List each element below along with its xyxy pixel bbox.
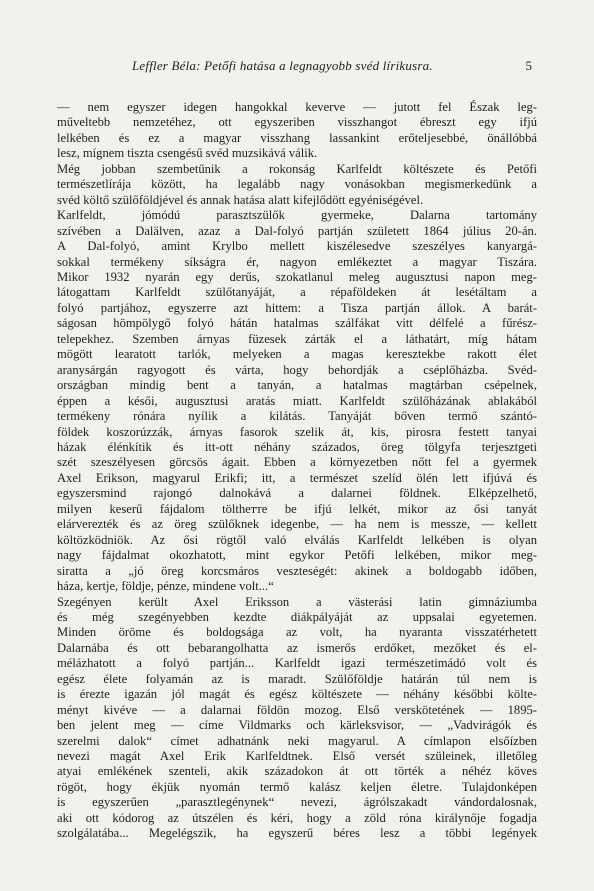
- text-line: aki ott kódorog az útszélen és kéri, hogy a zöld róna királynője fogadja: [57, 810, 537, 825]
- text-line: nevezi magát Axel Erik Karlfeldtnek. Első versét szüleinek, illetőleg: [57, 749, 537, 764]
- text-line: ményt kivéve — a dalarnai földön mozog. Első verskötetének — 1895-: [57, 702, 537, 717]
- page-number: 5: [525, 58, 532, 73]
- text-line: lesz, mígnem tiszta csengésű svéd muzsikává válik.: [57, 146, 318, 161]
- text-line: A Dal-folyó, amint Krylbo mellett kiszélesedve szeszélyes kanyargá-: [57, 239, 537, 254]
- text-line: aranysárgán ragyogott és várta, hogy behordják a cséplőházba. Svéd-: [57, 362, 537, 377]
- text-line: éppen a késői, augusztusi aratás miatt. Karlfeldt szülőházának ablakából: [57, 393, 537, 408]
- text-line: Axel Erikson, magyarul Erikfi; itt, a természet szelíd ölén lett ifjúvá és: [57, 470, 537, 485]
- text-line: egyszersmind rajongó dalnokává a dalarnei földnek. Elképzelhető,: [57, 486, 537, 501]
- body-text: [57, 100, 537, 842]
- text-line: szolgálatába... Megelégszik, ha egyszerű béres lesz a többi legények: [57, 826, 537, 841]
- text-line: szívében a Dalälven, azaz a Dal-folyó partján született 1864 július 20-án.: [57, 223, 537, 238]
- text-line: Még jobban szembetűnik a rokonság Karlfeldt költészete és Petőfi: [57, 161, 537, 176]
- text-line: elárverezték és az öreg szülőknek idegenbe, — ha nem is messze, — kellett: [57, 517, 537, 532]
- text-line: műveltebb nemzetéhez, ott egyszeriben visszhangot ébreszt egy ifjú: [57, 115, 537, 130]
- text-line: mögött learatott tarlók, melyeken a magas keresztekbe rakott élet: [57, 347, 537, 362]
- text-line: Karlfeldt, jómódú parasztszülők gyermeke, Dalarna tartomány: [57, 208, 537, 223]
- text-line: sokkal termékeny síkságra ér, nagyon emlékeztet a magyar Tiszára.: [57, 254, 537, 269]
- text-line: Dalarnába és ott bebarangolhatta az ismerős erdőket, mezőket és el-: [57, 640, 537, 655]
- text-line: szerelmi dalok“ címet adhatnánk neki magyarul. A címlapon elsőízben: [57, 733, 537, 748]
- text-line: ságosan hömpölygő folyó hátán hatalmas szálfákat vitt délfelé a fűrész-: [57, 316, 537, 331]
- text-line: is egyszerűen „parasztlegénynek“ nevezi, ágrólszakadt vándordalosnak,: [57, 795, 537, 810]
- text-line: költözködniök. Az ősi rögtől való elválás Karlfeldt lelkében is olyan: [57, 532, 537, 547]
- page-header: [62, 58, 532, 76]
- text-line: nagy fájdalmat okozhatott, mint egykor Petőfi lelkében, mikor meg-: [57, 548, 537, 563]
- text-line: termékeny rónára nyílik a kilátás. Tanyáját bőven termő szántó-: [57, 409, 537, 424]
- text-line: egész élete folyamán az is maradt. Szülőföldje határán túl nem is: [57, 671, 537, 686]
- text-line: háza, kertje, földje, pénze, mindene volt...“: [57, 579, 274, 594]
- text-line: telepekhez. Szemben árnyas füzesek zárták el a láthatárt, míg hátam: [57, 331, 537, 346]
- text-line: siratta a „jó öreg korcsmáros veszteségét: akinek a boldogabb időben,: [57, 563, 537, 578]
- text-line: ben jelent meg — címe Vildmarks och kärleksvisor, — „Vadvirágók és: [57, 718, 537, 733]
- running-head: Leffler Béla: Petőfi hatása a legnagyobb svéd lírikusra.: [132, 58, 433, 73]
- text-line: milyen keserű fájdalom töltheтте be ifjú lelkét, mikor az ősi tanyát: [57, 501, 537, 516]
- text-line: országban mindig bent a tanyán, a hatalmas magtárban csépelnek,: [57, 378, 537, 393]
- text-line: rögöt, hogy ékjük nyomán termő kalász keljen életre. Tulajdonképen: [57, 779, 537, 794]
- text-line: és még szegényebben kezdte diákpályáját az uppsalai egyetemen.: [57, 609, 537, 624]
- text-line: Minden öröme és boldogsága az volt, ha nyaranta visszatérhetett: [57, 625, 537, 640]
- text-line: földek koszorúzzák, árnyas fasorok szelik át, kis, pirosra festett tanyai: [57, 424, 537, 439]
- text-line: lelkében és ez a magyar visszhang lassankint erőteljesebbé, önállóbbá: [57, 130, 537, 145]
- text-line: látogattam Karlfeldt szülőtanyáját, a répaföldeken át lesétáltam a: [57, 285, 537, 300]
- text-line: is érezte igazán jól magát és egész költészete — néhány későbbi költe-: [57, 687, 537, 702]
- text-line: folyó partjához, egyszerre azt hittem: a Tisza partján állok. A barát-: [57, 300, 537, 315]
- text-line: svéd költő szülőföldjével és annak hatása alatt kifejlődött egyéniségével.: [57, 192, 424, 207]
- text-line: Mikor 1932 nyarán egy derűs, szokatlanul meleg augusztusi napon meg-: [57, 269, 537, 284]
- text-line: Szegényen került Axel Eriksson a västerási latin gimnáziumba: [57, 594, 537, 609]
- text-line: természetlírája között, ha legalább nagy vonásokban megismerkedünk a: [57, 177, 537, 192]
- text-line: — nem egyszer idegen hangokkal keverve — jutott fel Észak leg-: [57, 100, 537, 114]
- text-line: házak élénkítik és itt-ott néhány százados, öreg tölgyfa terjesztgeti: [57, 439, 537, 454]
- text-line: atyai emlékének szenteli, akik századokon át ott törték a néhéz köves: [57, 764, 537, 779]
- text-line: mélázhatott a folyó partján... Karlfeldt igazi természetimádó volt és: [57, 656, 537, 671]
- text-line: szét szeszélyesen görcsös ágait. Ebben a környezetben nőtt fel a gyermek: [57, 455, 537, 470]
